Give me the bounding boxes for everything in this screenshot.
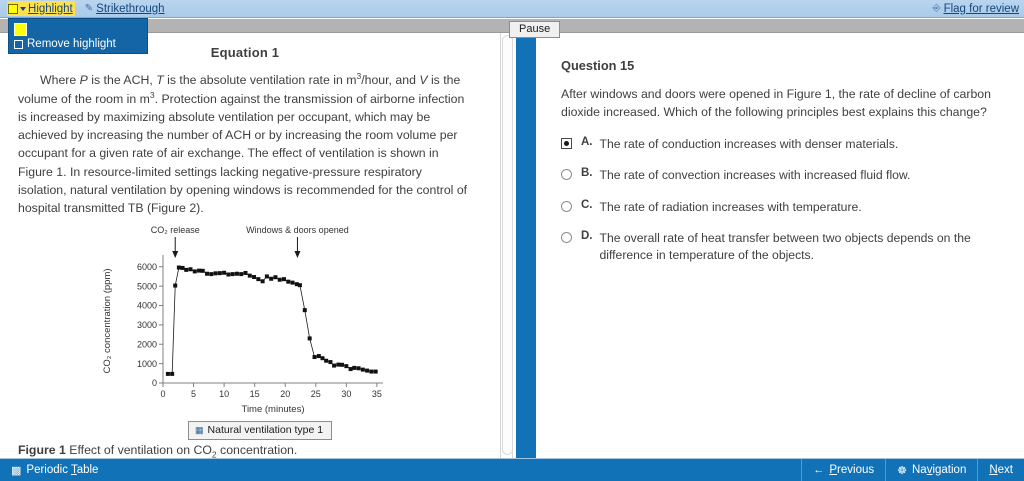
svg-text:20: 20 bbox=[280, 388, 291, 399]
highlight-label: Highlight bbox=[28, 2, 73, 15]
answer-option[interactable] bbox=[561, 136, 1016, 153]
next-button[interactable] bbox=[977, 459, 1024, 481]
navigation-button[interactable] bbox=[885, 459, 977, 481]
pane-divider[interactable] bbox=[516, 33, 536, 458]
svg-text:5: 5 bbox=[191, 388, 197, 399]
question-pane bbox=[536, 33, 1024, 458]
pencil-icon: ✎ bbox=[84, 3, 94, 14]
svg-text:4000: 4000 bbox=[136, 300, 157, 311]
periodic-table-button[interactable] bbox=[0, 459, 109, 481]
highlight-color-swatch-icon[interactable] bbox=[8, 4, 18, 14]
highlight-dropdown-menu[interactable] bbox=[8, 18, 148, 54]
passage-part-1: Where bbox=[40, 73, 80, 88]
chevron-down-icon[interactable] bbox=[20, 7, 26, 11]
svg-text:25: 25 bbox=[310, 388, 321, 399]
answer-option-letter: C. bbox=[581, 198, 593, 211]
annotation-toolbar bbox=[0, 0, 1024, 18]
figure-1-caption-a: Effect of ventilation on CO bbox=[69, 442, 212, 457]
svg-text:30: 30 bbox=[341, 388, 352, 399]
subscript-2: 2 bbox=[211, 449, 217, 458]
svg-text:0: 0 bbox=[160, 388, 166, 399]
passage-part-3: is the absolute ventilation rate in m bbox=[163, 73, 357, 88]
pause-button[interactable]: Pause bbox=[509, 21, 560, 38]
window-icon: ▦ bbox=[195, 424, 204, 435]
natural-ventilation-button[interactable] bbox=[188, 421, 332, 440]
co2-concentration-chart bbox=[95, 223, 395, 428]
question-stem: After windows and doors were opened in Figure 1, the rate of decline of carbon dioxide increased. Which of the following principles best explains this change? bbox=[561, 87, 991, 120]
bottom-navigation-bar bbox=[0, 458, 1024, 481]
figure-1-label: Figure 1 bbox=[18, 442, 66, 457]
svg-text:0: 0 bbox=[151, 377, 157, 388]
figure-1 bbox=[18, 223, 472, 433]
svg-text:6000: 6000 bbox=[136, 261, 157, 272]
flag-for-review-button[interactable] bbox=[928, 0, 1024, 18]
answer-option-letter: D. bbox=[581, 229, 593, 242]
yellow-swatch-icon[interactable] bbox=[14, 23, 27, 36]
next-label: Next bbox=[989, 464, 1013, 476]
superscript-3-a: 3 bbox=[356, 71, 362, 81]
svg-text:CO₂ concentration (ppm): CO₂ concentration (ppm) bbox=[102, 268, 113, 374]
answer-option-text: The rate of conduction increases with denser materials. bbox=[599, 136, 899, 151]
passage-part-6: . Protection against the transmission of airborne infection is increased by maximizing absolute ventilation per occupant, which may be achieved by increasing the number of ACH or by increasing the room volume per occupant for a given rate of air exchange. The effect of ventilation is shown in Figure 1. In resource-limited settings lacking negative-pressure respiratory isolation, natural ventilation by opening windows is recommended for the control of hospital transmitted TB (Figure 2). bbox=[18, 92, 468, 215]
answer-option[interactable] bbox=[561, 230, 1016, 265]
answer-options-list bbox=[561, 136, 1016, 265]
svg-text:Time (minutes): Time (minutes) bbox=[241, 403, 305, 415]
navigation-label: Navigation bbox=[912, 464, 967, 476]
toolbar-right-group bbox=[928, 0, 1024, 18]
periodic-table-label: Periodic Table bbox=[26, 464, 99, 476]
question-number: Question 15 bbox=[561, 58, 635, 73]
natural-ventilation-label: Natural ventilation type 1 bbox=[207, 424, 324, 436]
answer-option-text: The rate of convection increases with increased fluid flow. bbox=[599, 168, 911, 183]
flag-icon: ⎆ bbox=[932, 3, 941, 14]
passage-part-2: is the ACH, bbox=[87, 73, 157, 88]
highlight-tool-group[interactable] bbox=[7, 1, 75, 16]
navigation-right-group bbox=[801, 459, 1024, 481]
compass-icon: ☸ bbox=[897, 464, 907, 477]
radio-button-icon[interactable] bbox=[561, 138, 572, 149]
flag-label: Flag for review bbox=[943, 2, 1019, 15]
passage-text bbox=[18, 70, 472, 217]
answer-option[interactable] bbox=[561, 167, 1016, 184]
passage-scrollbar-thumb[interactable] bbox=[502, 35, 513, 455]
svg-text:2000: 2000 bbox=[136, 339, 157, 350]
radio-button-icon[interactable] bbox=[561, 232, 572, 243]
checkbox-icon[interactable] bbox=[14, 40, 23, 49]
highlight-color-option-yellow[interactable] bbox=[13, 22, 143, 36]
svg-text:35: 35 bbox=[371, 388, 382, 399]
svg-text:5000: 5000 bbox=[136, 281, 157, 292]
variable-t: T bbox=[156, 73, 164, 88]
radio-button-icon[interactable] bbox=[561, 169, 572, 180]
variable-p: P bbox=[79, 73, 88, 88]
remove-highlight-option[interactable] bbox=[13, 38, 143, 50]
answer-option-text: The overall rate of heat transfer between two objects depends on the difference in temperature of the objects. bbox=[599, 230, 971, 263]
figure-1-caption bbox=[18, 443, 472, 458]
answer-option-letter: B. bbox=[581, 167, 593, 180]
arrow-left-icon: ← bbox=[813, 464, 825, 476]
passage-pane bbox=[0, 33, 498, 458]
strikethrough-label: Strikethrough bbox=[96, 2, 165, 15]
svg-text:10: 10 bbox=[219, 388, 230, 399]
radio-button-icon[interactable] bbox=[561, 201, 572, 212]
answer-option-text: The rate of radiation increases with temperature. bbox=[599, 199, 862, 214]
remove-highlight-label: Remove highlight bbox=[27, 38, 116, 50]
strikethrough-tool[interactable] bbox=[80, 0, 170, 18]
svg-text:3000: 3000 bbox=[136, 319, 157, 330]
svg-text:15: 15 bbox=[249, 388, 260, 399]
passage-scrollbar[interactable] bbox=[500, 33, 513, 458]
equation-title: Equation 1 bbox=[210, 45, 280, 60]
previous-button[interactable] bbox=[801, 459, 885, 481]
svg-text:Windows & doors opened: Windows & doors opened bbox=[246, 224, 349, 235]
answer-option-letter: A. bbox=[581, 135, 593, 148]
svg-text:1000: 1000 bbox=[136, 358, 157, 369]
figure-1-caption-b: concentration. bbox=[216, 442, 298, 457]
superscript-3-b: 3 bbox=[149, 90, 155, 101]
chart-bars-icon: ▩ bbox=[11, 464, 22, 477]
variable-v: V bbox=[419, 73, 428, 88]
passage-part-4: /hour, and bbox=[361, 73, 420, 88]
passage-part-5: is the volume of the room in m bbox=[18, 73, 461, 107]
svg-text:CO₂ release: CO₂ release bbox=[150, 224, 200, 235]
answer-option[interactable] bbox=[561, 199, 1016, 216]
previous-label: Previous bbox=[829, 464, 875, 476]
highlight-tool[interactable] bbox=[0, 0, 80, 18]
